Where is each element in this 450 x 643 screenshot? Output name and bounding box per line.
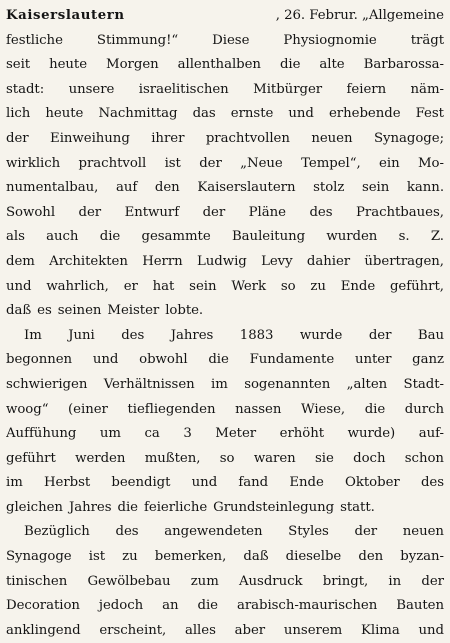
first-line-rest: , 26. Februr. „Allgemeine bbox=[275, 8, 444, 23]
article-line: anklingend erscheint, alles aber unserem Klima und bbox=[6, 622, 444, 638]
article-line: und wahrlich, er hat sein Werk so zu Ende geführt, bbox=[6, 278, 444, 294]
article-line: schwierigen Verhältnissen im sogenannten „alten Stadt- bbox=[6, 376, 444, 392]
article-line: tinischen Gewölbebau zum Ausdruck bringt, in der bbox=[6, 573, 444, 589]
article-line: festliche Stimmung!“ Diese Physiognomie trägt bbox=[6, 32, 444, 48]
article-line: Decoration jedoch an die arabisch-maurischen Bauten bbox=[6, 598, 444, 614]
article-line: Sowohl der Entwurf der Pläne des Prachtbaues, bbox=[6, 204, 444, 220]
paragraph-3 bbox=[6, 520, 444, 643]
article-line: Im Juni des Jahres 1883 wurde der Bau bbox=[24, 327, 444, 343]
article-line: seit heute Morgen allenthalben die alte Barbarossa- bbox=[6, 57, 444, 73]
article-line: lich heute Nachmittag das ernste und erhebende Fest bbox=[6, 106, 444, 122]
paragraph-1 bbox=[6, 4, 444, 324]
article-line: daß es seinen Meister lobte. bbox=[6, 303, 204, 319]
article-line bbox=[6, 4, 444, 29]
article-line: begonnen und obwohl die Fundamente unter ganz bbox=[6, 352, 444, 368]
article-line: Bezüglich des angewendeten Styles der neuen bbox=[24, 524, 444, 540]
article-line: numentalbau, auf den Kaiserslautern stolz sein kann. bbox=[6, 180, 444, 196]
article-line: woog“ (einer tiefliegenden nassen Wiese, die durch bbox=[6, 401, 444, 417]
article-line: dem Architekten Herrn Ludwig Levy dahier übertragen, bbox=[6, 253, 444, 269]
article-line: im Herbst beendigt und fand Ende Oktober des bbox=[6, 475, 444, 491]
article-line: Synagoge ist zu bemerken, daß dieselbe den byzan- bbox=[6, 549, 444, 565]
paragraph-2 bbox=[6, 324, 444, 521]
article-line: Auffühung um ca 3 Meter erhöht wurde) auf- bbox=[6, 426, 444, 442]
dateline: Kaiserslautern bbox=[6, 8, 125, 23]
article-line: als auch die gesammte Bauleitung wurden s. Z. bbox=[6, 229, 444, 245]
article-line: wirklich prachtvoll ist der „Neue Tempel“, ein Mo- bbox=[6, 155, 444, 171]
article-line: der Einweihung ihrer prachtvollen neuen Synagoge; bbox=[6, 130, 444, 146]
article-line: stadt: unsere israelitischen Mitbürger feiern näm- bbox=[6, 81, 444, 97]
article-line: geführt werden mußten, so waren sie doch schon bbox=[6, 450, 444, 466]
article-line: gleichen Jahres die feierliche Grundsteinlegung statt. bbox=[6, 499, 375, 515]
